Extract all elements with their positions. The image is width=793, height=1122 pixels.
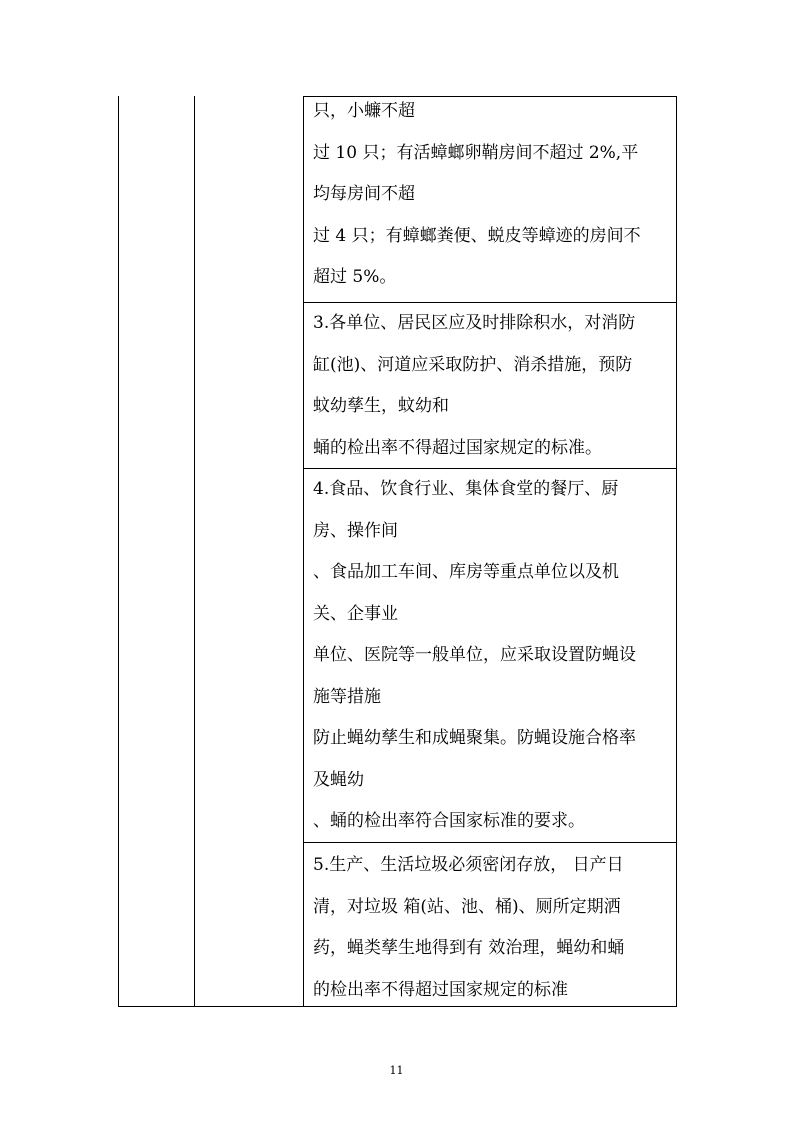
page-number: 11 [389,1064,404,1077]
table-column-divider-1 [194,96,195,1007]
cell-text-line: 过 4 只；有蟑螂粪便、蜕皮等蟑迹的房间不 [313,225,641,246]
cell-text-line: 蛹的检出率不得超过国家规定的标准。 [313,437,602,458]
cell-text-line: 药，蝇类孳生地得到有 效治理，蝇幼和蛹 [313,938,625,958]
cell-text-line: 及蝇幼 [313,769,364,790]
table-column-divider-2 [303,96,304,1007]
table-cell-cockroach-standard [313,91,671,299]
cell-text-line: 、蛹的检出率符合国家标准的要求。 [313,811,585,831]
table-cell-fly-prevention [313,469,671,843]
cell-text-line: 缸(池)、河道应采取防护、消杀措施，预防 [313,354,633,375]
table-border-right [676,96,677,1007]
cell-text-line: 只，小蠊不超 [313,101,415,121]
requirements-table [118,96,677,1007]
cell-text-line: 3.各单位、居民区应及时排除积水，对消防 [313,313,636,333]
cell-text-line: 均每房间不超 [313,184,415,204]
cell-text-line: 房、操作间 [313,520,398,541]
cell-text-line: 4.食品、饮食行业、集体食堂的餐厅、厨 [313,479,619,499]
cell-text-line: 施等措施 [313,686,381,707]
cell-text-line: 、食品加工车间、库房等重点单位以及机 [313,562,619,582]
cell-text-line: 的检出率不得超过国家规定的标准 [313,979,568,1000]
cell-text-line: 清，对垃圾 箱(站、池、桶)、厕所定期洒 [313,896,621,917]
table-border-left [118,96,119,1007]
cell-text-line: 蚊幼孳生，蚊幼和 [313,396,449,416]
table-cell-garbage-management [313,845,671,1011]
cell-text-line: 超过 5%。 [313,267,397,287]
cell-text-line: 关、企事业 [313,603,398,624]
cell-text-line: 单位、医院等一般单位，应采取设置防蝇设 [313,645,636,665]
cell-text-line: 防止蝇幼孳生和成蝇聚集。防蝇设施合格率 [313,728,636,748]
cell-text-line: 过 10 只；有活蟑螂卵鞘房间不超过 2%,平 [313,142,639,163]
cell-text-line: 5.生产、生活垃圾必须密闭存放， 日产日 [313,855,624,875]
table-cell-mosquito-control [313,303,671,469]
